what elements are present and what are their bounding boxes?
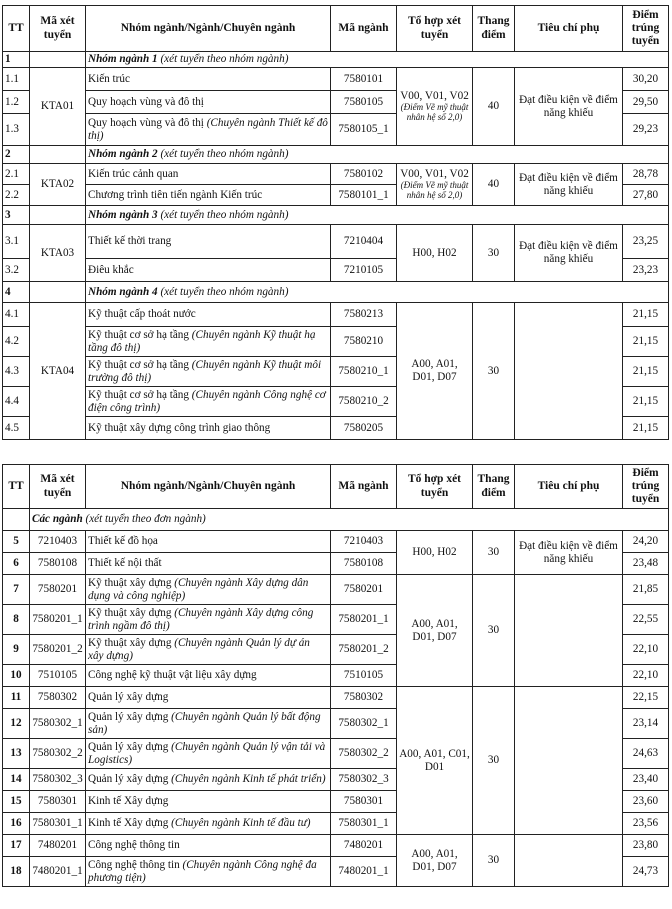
group-code: KTA02 bbox=[30, 164, 86, 206]
admission-table-groups bbox=[2, 5, 669, 440]
table-cell: 7580302 bbox=[331, 687, 397, 709]
table-cell: A00, A01, D01, D07 bbox=[397, 575, 473, 687]
table-cell: Kỹ thuật cơ sở hạ tầng (Chuyên ngành Kỹ thuật hạ tầng đô thị) bbox=[86, 327, 331, 357]
table-cell: 2.1 bbox=[3, 164, 30, 185]
table-cell bbox=[3, 509, 30, 531]
table-cell: 7580301_1 bbox=[30, 813, 86, 835]
table-cell: 7580201_1 bbox=[30, 605, 86, 635]
table-cell: 7580105_1 bbox=[331, 114, 397, 146]
table-cell: Tổ hợp xét tuyển bbox=[397, 465, 473, 509]
group-code: KTA01 bbox=[30, 68, 86, 146]
score: 23,25 bbox=[623, 225, 669, 259]
score: 23,23 bbox=[623, 259, 669, 282]
score: 23,40 bbox=[623, 769, 669, 791]
table-cell: 1.2 bbox=[3, 91, 30, 114]
table-cell bbox=[30, 282, 86, 303]
table-cell: 30 bbox=[473, 531, 515, 575]
table-cell: 30 bbox=[473, 835, 515, 887]
table-cell: 7580301 bbox=[30, 791, 86, 813]
table-cell: H00, H02 bbox=[397, 225, 473, 282]
table-row bbox=[3, 68, 669, 91]
table-cell: 4.4 bbox=[3, 387, 30, 417]
table-cell: 40 bbox=[473, 68, 515, 146]
table-cell: 13 bbox=[3, 739, 30, 769]
section-header-row bbox=[3, 509, 669, 531]
table-cell: Kỹ thuật cơ sở hạ tầng (Chuyên ngành Kỹ thuật môi trường đô thị) bbox=[86, 357, 331, 387]
table-cell: 7580108 bbox=[331, 553, 397, 575]
score: 23,56 bbox=[623, 813, 669, 835]
table-cell: 7580301_1 bbox=[331, 813, 397, 835]
table-cell: 7580302 bbox=[30, 687, 86, 709]
table-cell: Nhóm ngành 4 (xét tuyển theo nhóm ngành) bbox=[86, 282, 669, 303]
col-header-tt: TT bbox=[3, 6, 30, 52]
score: 21,15 bbox=[623, 357, 669, 387]
col-header-ma-xet-tuyen: Mã xét tuyển bbox=[30, 6, 86, 52]
score: 29,23 bbox=[623, 114, 669, 146]
table-cell: 7480201_1 bbox=[331, 857, 397, 887]
table-row bbox=[3, 835, 669, 857]
score: 23,60 bbox=[623, 791, 669, 813]
score: 22,55 bbox=[623, 605, 669, 635]
table-cell: Mã ngành bbox=[331, 465, 397, 509]
group-code: KTA04 bbox=[30, 303, 86, 440]
table-cell: 6 bbox=[3, 553, 30, 575]
tieu-chi-cell: Đạt điều kiện về điểm năng khiếu bbox=[515, 68, 623, 146]
table-cell: 30 bbox=[473, 225, 515, 282]
table-cell: Chương trình tiên tiến ngành Kiến trúc bbox=[86, 185, 331, 206]
table-cell: 7580101 bbox=[331, 68, 397, 91]
table-cell: Quy hoạch vùng và đô thị (Chuyên ngành Thiết kế đô thị) bbox=[86, 114, 331, 146]
table-cell: 16 bbox=[3, 813, 30, 835]
table-cell: 3.1 bbox=[3, 225, 30, 259]
table-cell: 7580302_3 bbox=[331, 769, 397, 791]
table-cell: Điêu khắc bbox=[86, 259, 331, 282]
table-cell: 4.1 bbox=[3, 303, 30, 327]
table-cell: H00, H02 bbox=[397, 531, 473, 575]
table-cell: 40 bbox=[473, 164, 515, 206]
table-cell: 7480201 bbox=[331, 835, 397, 857]
table-cell: Quản lý xây dựng (Chuyên ngành Quản lý vận tải và Logistics) bbox=[86, 739, 331, 769]
table-cell: 4.5 bbox=[3, 417, 30, 440]
table-cell: 7580201_1 bbox=[331, 605, 397, 635]
col-header-thang-diem: Thang điểm bbox=[473, 6, 515, 52]
table-cell: 7580302_1 bbox=[30, 709, 86, 739]
table-cell: 7580302_2 bbox=[30, 739, 86, 769]
table-cell: 7580302_3 bbox=[30, 769, 86, 791]
group-header-row bbox=[3, 146, 669, 164]
score: 28,78 bbox=[623, 164, 669, 185]
score: 23,48 bbox=[623, 553, 669, 575]
table-cell: 30 bbox=[473, 687, 515, 835]
group-tt: 1 bbox=[3, 52, 30, 68]
table-cell bbox=[515, 835, 623, 887]
table-cell: 7580210_2 bbox=[331, 387, 397, 417]
admission-table-single-majors bbox=[2, 464, 669, 887]
col-header-nhom-nganh: Nhóm ngành/Ngành/Chuyên ngành bbox=[86, 6, 331, 52]
table-cell: Điểm trúng tuyển bbox=[623, 465, 669, 509]
table-cell: Kiến trúc cảnh quan bbox=[86, 164, 331, 185]
table-cell: Tiêu chí phụ bbox=[515, 465, 623, 509]
score: 21,15 bbox=[623, 327, 669, 357]
table-cell: 17 bbox=[3, 835, 30, 857]
score: 21,15 bbox=[623, 417, 669, 440]
table-cell: V00, V01, V02 (Điểm Vẽ mỹ thuật nhân hệ số 2,0) bbox=[397, 164, 473, 206]
table-cell: 2 bbox=[3, 146, 30, 164]
table-cell: 9 bbox=[3, 635, 30, 665]
table-cell: Thang điểm bbox=[473, 465, 515, 509]
score: 24,73 bbox=[623, 857, 669, 887]
to-hop-cell: V00, V01, V02 (Điểm Vẽ mỹ thuật nhân hệ số 2,0) bbox=[397, 68, 473, 146]
table-cell: Nhóm ngành 2 (xét tuyển theo nhóm ngành) bbox=[86, 146, 669, 164]
table-cell: 7510105 bbox=[30, 665, 86, 687]
table-cell: 7580201 bbox=[331, 575, 397, 605]
table-cell: 1.3 bbox=[3, 114, 30, 146]
col-header-tieu-chi-phu: Tiêu chí phụ bbox=[515, 6, 623, 52]
table-cell: 7510105 bbox=[331, 665, 397, 687]
table-row bbox=[3, 531, 669, 553]
table-cell: 7210404 bbox=[331, 225, 397, 259]
col-header-ma-nganh: Mã ngành bbox=[331, 6, 397, 52]
col-header-to-hop: Tổ hợp xét tuyển bbox=[397, 6, 473, 52]
table-cell: Kỹ thuật cấp thoát nước bbox=[86, 303, 331, 327]
section-title: Các ngành (xét tuyển theo đơn ngành) bbox=[30, 509, 669, 531]
score: 22,15 bbox=[623, 687, 669, 709]
table-cell: 15 bbox=[3, 791, 30, 813]
major-name: Kiến trúc bbox=[86, 68, 331, 91]
table-cell: 10 bbox=[3, 665, 30, 687]
table-cell: Công nghệ kỹ thuật vật liệu xây dựng bbox=[86, 665, 331, 687]
table-cell: 7580210_1 bbox=[331, 357, 397, 387]
table-cell: Đạt điều kiện về điểm năng khiếu bbox=[515, 164, 623, 206]
table-cell: Công nghệ thông tin (Chuyên ngành Công nghệ đa phương tiện) bbox=[86, 857, 331, 887]
table-row bbox=[3, 225, 669, 259]
table-cell: 30 bbox=[473, 575, 515, 687]
table-cell: 2.2 bbox=[3, 185, 30, 206]
table-cell bbox=[30, 206, 86, 225]
table-row bbox=[3, 687, 669, 709]
score: 21,85 bbox=[623, 575, 669, 605]
table-cell: Kinh tế Xây dựng (Chuyên ngành Kinh tế đầu tư) bbox=[86, 813, 331, 835]
group-header-row bbox=[3, 206, 669, 225]
table-cell: 7580105 bbox=[331, 91, 397, 114]
score: 23,80 bbox=[623, 835, 669, 857]
table-cell: 7480201_1 bbox=[30, 857, 86, 887]
table-cell: 7580108 bbox=[30, 553, 86, 575]
table-cell: TT bbox=[3, 465, 30, 509]
score: 24,20 bbox=[623, 531, 669, 553]
score: 21,15 bbox=[623, 387, 669, 417]
table-cell: 11 bbox=[3, 687, 30, 709]
table-cell bbox=[515, 303, 623, 440]
score: 29,50 bbox=[623, 91, 669, 114]
table-cell: 3.2 bbox=[3, 259, 30, 282]
table-cell: 12 bbox=[3, 709, 30, 739]
score: 27,80 bbox=[623, 185, 669, 206]
table-cell: Quản lý xây dựng (Chuyên ngành Quản lý bất động sản) bbox=[86, 709, 331, 739]
table-cell: Nhóm ngành/Ngành/Chuyên ngành bbox=[86, 465, 331, 509]
group-code: KTA03 bbox=[30, 225, 86, 282]
table-cell: Thiết kế nội thất bbox=[86, 553, 331, 575]
table-cell: 14 bbox=[3, 769, 30, 791]
table-cell: 7210403 bbox=[30, 531, 86, 553]
table-cell: 1.1 bbox=[3, 68, 30, 91]
header-row bbox=[3, 465, 669, 509]
table-cell: 7580201_2 bbox=[331, 635, 397, 665]
table-cell: 7580205 bbox=[331, 417, 397, 440]
table-cell: Nhóm ngành 3 (xét tuyển theo nhóm ngành) bbox=[86, 206, 669, 225]
table-cell: 7580302_2 bbox=[331, 739, 397, 769]
table-row bbox=[3, 164, 669, 185]
table-cell: 7580102 bbox=[331, 164, 397, 185]
table-cell: 7210105 bbox=[331, 259, 397, 282]
group-header-row bbox=[3, 52, 669, 68]
table-cell: 7580301 bbox=[331, 791, 397, 813]
table-cell: Kỹ thuật xây dựng (Chuyên ngành Xây dựng dân dụng và công nghiệp) bbox=[86, 575, 331, 605]
table-cell: 30 bbox=[473, 303, 515, 440]
group-title: Nhóm ngành 1 (xét tuyển theo nhóm ngành) bbox=[86, 52, 669, 68]
table-cell: Quản lý xây dựng (Chuyên ngành Kinh tế phát triển) bbox=[86, 769, 331, 791]
table-cell: 7580213 bbox=[331, 303, 397, 327]
table-cell: 7580201_2 bbox=[30, 635, 86, 665]
table-cell: Quản lý xây dựng bbox=[86, 687, 331, 709]
score: 21,15 bbox=[623, 303, 669, 327]
table-cell: 8 bbox=[3, 605, 30, 635]
table-cell: Kỹ thuật cơ sở hạ tầng (Chuyên ngành Công nghệ cơ điện công trình) bbox=[86, 387, 331, 417]
table-cell: Thiết kế thời trang bbox=[86, 225, 331, 259]
table-cell bbox=[515, 575, 623, 687]
score: 22,10 bbox=[623, 665, 669, 687]
table-cell: A00, A01, C01, D01 bbox=[397, 687, 473, 835]
table-cell: 7580302_1 bbox=[331, 709, 397, 739]
table-cell: 7210403 bbox=[331, 531, 397, 553]
col-header-diem-trung-tuyen: Điểm trúng tuyển bbox=[623, 6, 669, 52]
header-row bbox=[3, 6, 669, 52]
table-cell: Thiết kế đồ họa bbox=[86, 531, 331, 553]
table-cell: A00, A01, D01, D07 bbox=[397, 303, 473, 440]
table-cell: 18 bbox=[3, 857, 30, 887]
table-cell: Kinh tế Xây dựng bbox=[86, 791, 331, 813]
table-cell bbox=[515, 687, 623, 835]
score: 23,14 bbox=[623, 709, 669, 739]
table-cell: 7580201 bbox=[30, 575, 86, 605]
table-cell: 7 bbox=[3, 575, 30, 605]
table-row bbox=[3, 303, 669, 327]
score: 22,10 bbox=[623, 635, 669, 665]
table-cell: 5 bbox=[3, 531, 30, 553]
table-cell: Kỹ thuật xây dựng (Chuyên ngành Quản lý dự án xây dựng) bbox=[86, 635, 331, 665]
table-cell: 4.2 bbox=[3, 327, 30, 357]
table-cell: 7580101_1 bbox=[331, 185, 397, 206]
table-cell: 4.3 bbox=[3, 357, 30, 387]
table-cell bbox=[30, 146, 86, 164]
score: 30,20 bbox=[623, 68, 669, 91]
score: 24,63 bbox=[623, 739, 669, 769]
table-cell: Đạt điều kiện về điểm năng khiếu bbox=[515, 531, 623, 575]
table-cell: Công nghệ thông tin bbox=[86, 835, 331, 857]
group-header-row bbox=[3, 282, 669, 303]
table-cell: Kỹ thuật xây dựng (Chuyên ngành Xây dựng công trình ngầm đô thị) bbox=[86, 605, 331, 635]
table-cell: A00, A01, D01, D07 bbox=[397, 835, 473, 887]
table-cell: Đạt điều kiện về điểm năng khiếu bbox=[515, 225, 623, 282]
table-cell: 3 bbox=[3, 206, 30, 225]
table-cell: Kỹ thuật xây dựng công trình giao thông bbox=[86, 417, 331, 440]
table-cell: 7580210 bbox=[331, 327, 397, 357]
table-row bbox=[3, 575, 669, 605]
table-cell: Mã xét tuyển bbox=[30, 465, 86, 509]
table-cell: Quy hoạch vùng và đô thị bbox=[86, 91, 331, 114]
table-cell: 4 bbox=[3, 282, 30, 303]
table-cell: 7480201 bbox=[30, 835, 86, 857]
table-cell bbox=[30, 52, 86, 68]
